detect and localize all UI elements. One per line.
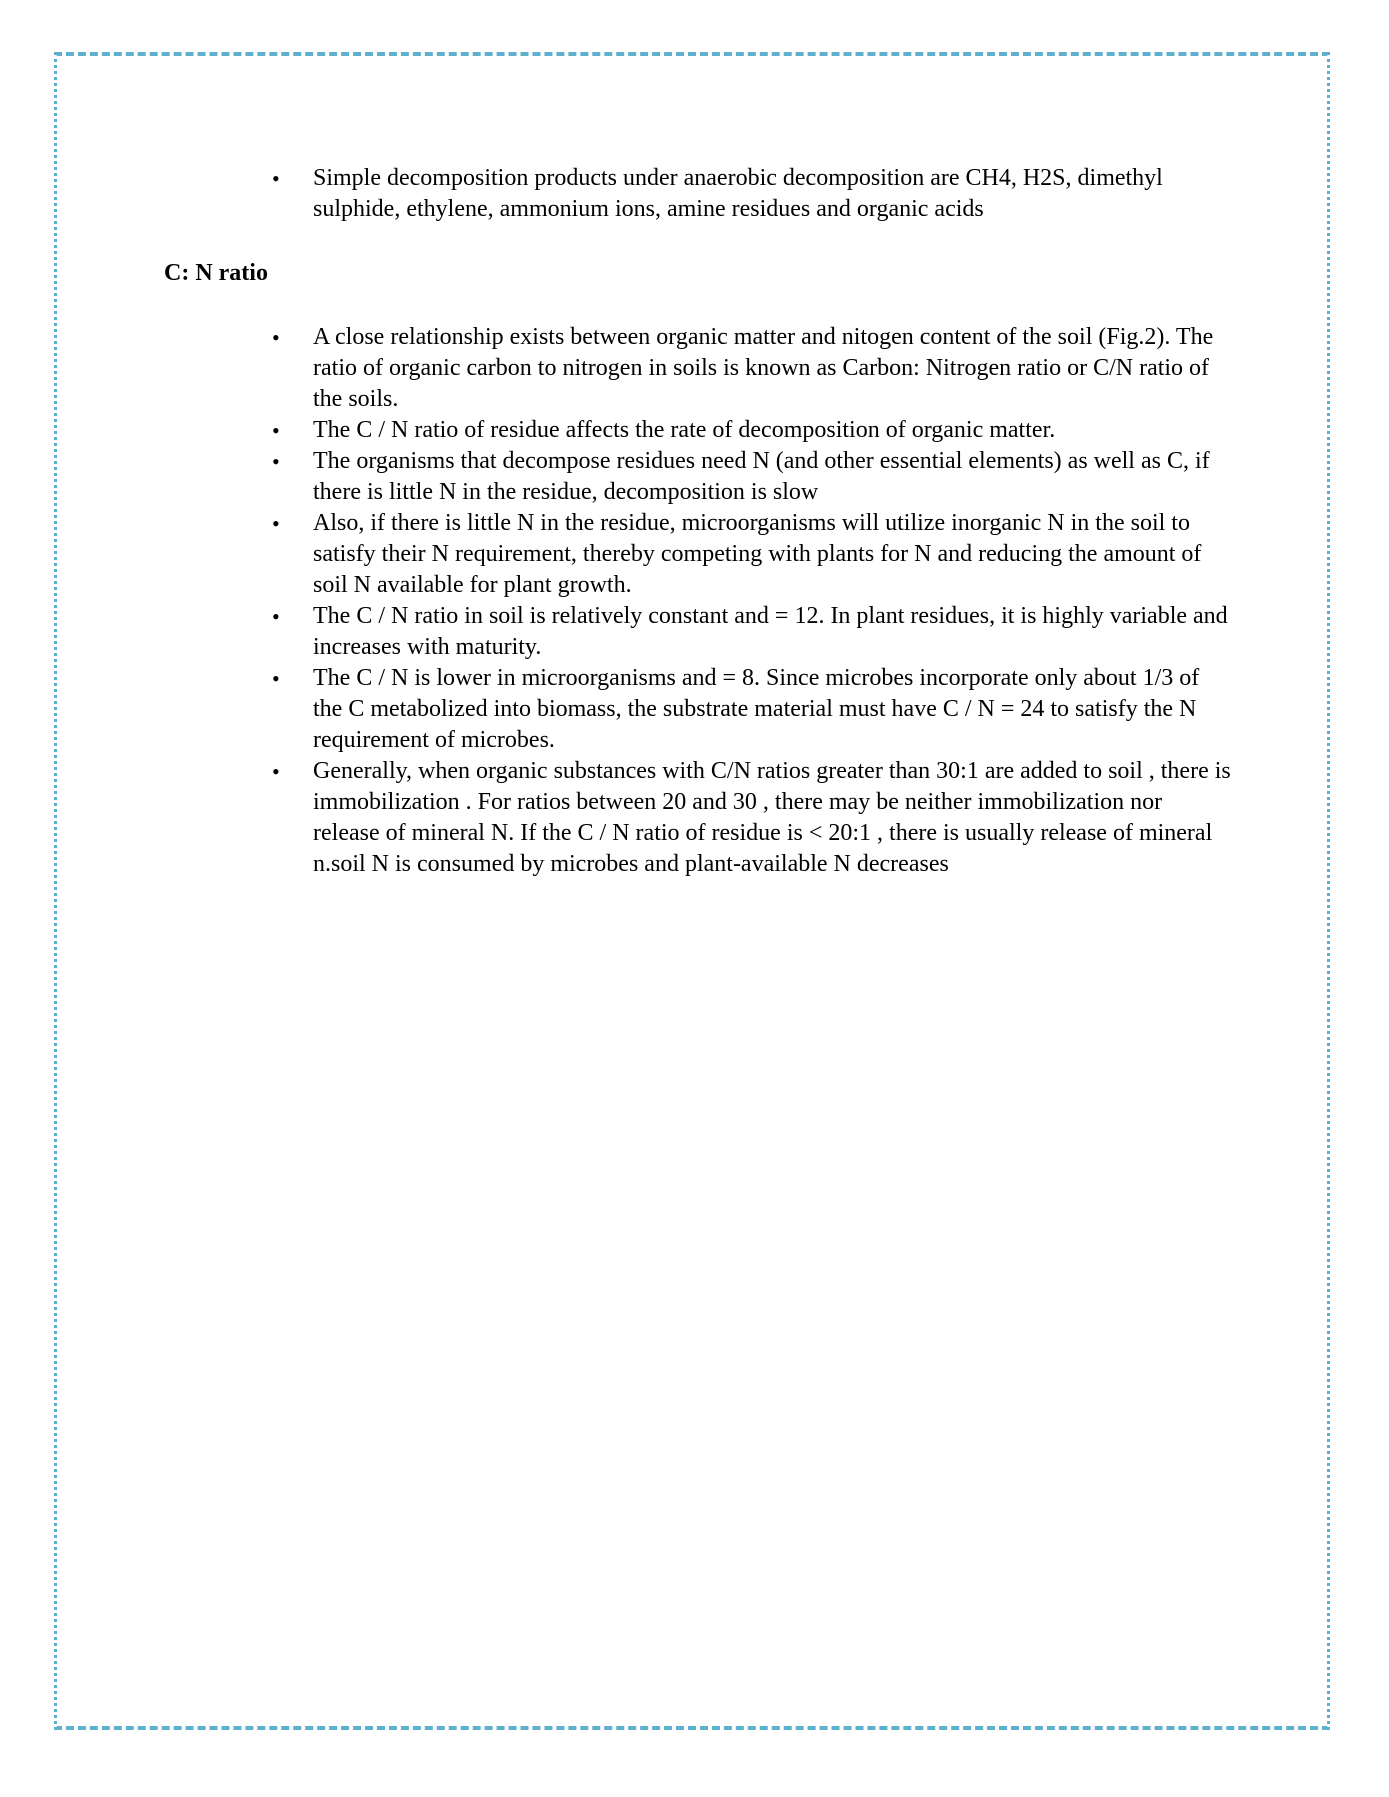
list-item <box>272 322 1232 415</box>
bullet-icon: • <box>272 759 280 784</box>
list-item-text: A close relationship exists between organic matter and nitogen content of the soil (Fig.2). The ratio of organic carbon to nitrogen in soils is known as Carbon: Nitrogen ratio or C/N ratio of the soils. <box>313 324 1214 412</box>
list-item <box>272 756 1232 880</box>
bullet-icon: • <box>272 418 280 443</box>
list-item-text: Generally, when organic substances with C/N ratios greater than 30:1 are added to soil , there is immobilization . For ratios between 20 and 30 , there may be neither immobilization nor release of mineral N. If the C / N ratio of residue is < 20:1 , there is usually release of mineral n.soil N is consumed by microbes and plant-available N decreases <box>313 758 1231 877</box>
bullet-icon: • <box>272 511 280 536</box>
bullet-icon: • <box>272 449 280 474</box>
list-item-text: The C / N ratio in soil is relatively constant and = 12. In plant residues, it is highly variable and increases with maturity. <box>313 603 1228 660</box>
list-item-text: The C / N ratio of residue affects the rate of decomposition of organic matter. <box>313 417 1056 443</box>
list-item-text: The organisms that decompose residues need N (and other essential elements) as well as C, if there is little N in the residue, decomposition is slow <box>313 448 1210 505</box>
list-item <box>272 446 1232 508</box>
bullet-icon: • <box>272 166 280 191</box>
list-item-text: Also, if there is little N in the residue, microorganisms will utilize inorganic N in the soil to satisfy their N requirement, thereby competing with plants for N and reducing the amount of soil N available for plant growth. <box>313 510 1202 598</box>
list-item-text: Simple decomposition products under anaerobic decomposition are CH4, H2S, dimethyl sulphide, ethylene, ammonium ions, amine residues and organic acids <box>313 165 1163 222</box>
list-item <box>272 601 1232 663</box>
list-item <box>272 663 1232 756</box>
cn-ratio-list <box>272 322 1232 880</box>
list-item-text: The C / N is lower in microorganisms and = 8. Since microbes incorporate only about 1/3 of the C metabolized into biomass, the substrate material must have C / N = 24 to satisfy the N requirement of microbes. <box>313 665 1200 753</box>
section-heading: C: N ratio <box>164 260 268 286</box>
list-item <box>272 163 1232 225</box>
decomposition-products-list <box>272 163 1232 225</box>
bullet-icon: • <box>272 666 280 691</box>
list-item <box>272 508 1232 601</box>
page-border <box>54 52 1330 1730</box>
bullet-icon: • <box>272 604 280 629</box>
list-item <box>272 415 1232 446</box>
bullet-icon: • <box>272 325 280 350</box>
